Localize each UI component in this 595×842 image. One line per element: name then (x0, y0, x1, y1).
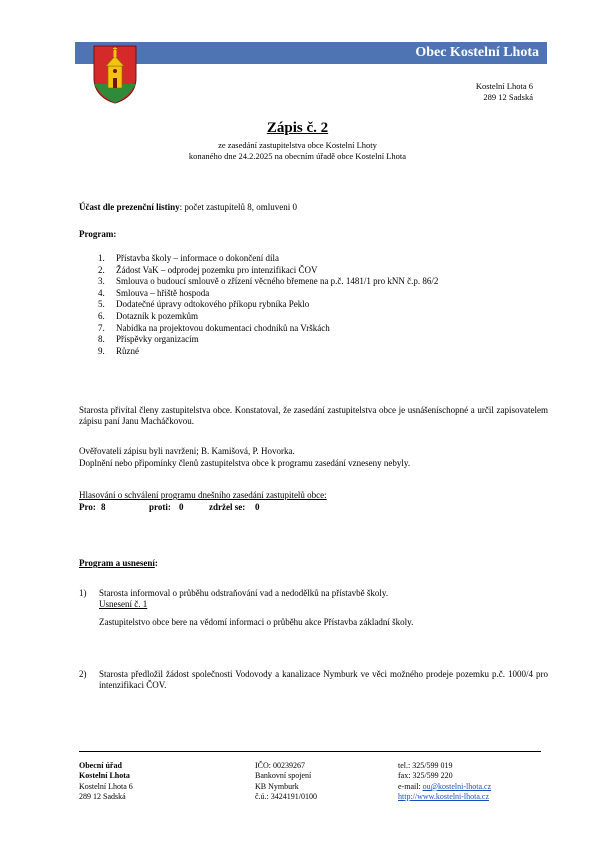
agenda-item: 8. Příspěvky organizacím (98, 334, 199, 345)
agenda-item-text: Různé (116, 345, 139, 356)
document-title: Zápis č. 2 (266, 120, 329, 136)
vote-against-label: proti: (149, 502, 171, 512)
footer-contact (398, 761, 491, 803)
vote-pro-label: Pro: (79, 502, 96, 512)
resolution-item (79, 669, 548, 692)
resolution-label: Usnesení č. 1 (99, 599, 148, 610)
resolution-text: Zastupitelstvo obce bere na vědomí informaci o průběhu akce Přístavba základní školy. (99, 616, 414, 627)
amendments-paragraph: Doplnění nebo připomínky členů zastupitelstva obce k programu zasedání vzneseny nebyly. (79, 458, 411, 468)
program-resolutions-colon: : (154, 558, 158, 568)
agenda-item-text: Nabídka na projektovou dokumentaci chodníků na Vrškách (116, 322, 330, 333)
vote-abstain-label: zdržel se: (209, 502, 246, 512)
agenda-item-text: Příspěvky organizacím (116, 334, 199, 345)
vote-heading: Hlasování o schválení programu dnešního zasedání zastupitelů obce: (79, 490, 327, 500)
item-text: Starosta informoval o průběhu odstraňování vad a nedodělků na přístavbě školy. (99, 588, 389, 598)
agenda-item: 7. Nabídka na projektovou dokumentaci chodníků na Vrškách (98, 322, 330, 333)
attendance-label: Účast dle prezenční listiny (79, 202, 180, 212)
intro-paragraph: Starosta přivítal členy zastupitelstva obce. Konstatoval, že zasedání zastupitelstva obce je usnášeníschopné a určil zapisovatelem zápisu paní Janu Macháčkovou. (79, 405, 548, 427)
document-subtitle (0, 140, 595, 162)
footer-bank (255, 761, 317, 803)
header-banner (75, 42, 547, 64)
attendance (79, 202, 297, 213)
footer-office (79, 761, 133, 803)
agenda-list (98, 253, 438, 357)
subtitle-line: konaného dne 24.2.2025 na obecním úřadě obce Kostelní Lhota (188, 151, 407, 162)
footer-account: č.ú.: 3424191/0100 (255, 792, 317, 802)
resolution-item (79, 588, 548, 628)
footer-ico: IČO: 00239267 (255, 761, 305, 770)
item-text: Starosta předložil žádost společnosti Vodovody a kanalizace Nymburk ve věci možného prodeje pozemku p.č. 1000/4 pro intenzifikaci ČOV. (99, 669, 548, 691)
agenda-item-text: Přístavba školy – informace o dokončení díla (116, 253, 279, 263)
office-address (476, 81, 533, 104)
agenda-item: 4. Smlouva – hřiště hospoda (98, 287, 210, 298)
footer-office-village: Kostelní Lhota (79, 771, 130, 781)
agenda-item-text: Smlouva o budoucí smlouvě o zřízení věcného břemene na p.č. 1481/1 pro kNN č.p. 86/2 (116, 276, 439, 287)
item-number: 1) (79, 588, 87, 598)
footer-office-zip: 289 12 Sadská (79, 792, 126, 802)
agenda-item-text: Dotazník k pozemkům (116, 310, 198, 321)
website-link[interactable]: http://www.kostelni-lhota.cz (398, 792, 490, 802)
vote-abstain-value: 0 (255, 502, 260, 512)
coat-of-arms-icon (92, 44, 138, 104)
footer-email-row (398, 782, 491, 792)
item-number: 2) (79, 669, 87, 679)
municipality-name: Obec Kostelní Lhota (415, 45, 539, 60)
footer-bank-name: KB Nymburk (255, 781, 299, 791)
program-resolutions-title: Program a usnesení (79, 558, 155, 568)
program-heading: Program: (79, 229, 117, 239)
footer-office-street: Kostelní Lhota 6 (79, 781, 133, 791)
subtitle-line: ze zasedání zastupitelstva obce Kostelní Lhoty (218, 140, 377, 150)
address-line: 289 12 Sadská (483, 92, 533, 103)
footer-email-label: e-mail: (398, 781, 421, 791)
verifiers-paragraph: Ověřovateli zápisu byli navrženi; B. Kamišová, P. Hovorka. (79, 446, 295, 456)
agenda-item: 6. Dotazník k pozemkům (98, 310, 198, 321)
footer-office-name: Obecní úřad (79, 761, 122, 770)
program-resolutions-heading (79, 558, 158, 569)
email-link[interactable]: ou@kostelni-lhota.cz (422, 781, 492, 791)
vote-results (79, 502, 260, 513)
vote-against-value: 0 (179, 502, 184, 512)
footer-bank-label: Bankovní spojení (255, 771, 312, 781)
footer-fax: fax: 325/599 220 (398, 771, 453, 781)
agenda-item: 5. Dodatečné úpravy odtokového příkopu rybníka Peklo (98, 299, 310, 310)
agenda-item-text: Žádost VaK – odprodej pozemku pro intenzifikaci ČOV (116, 264, 318, 275)
agenda-item-text: Smlouva – hřiště hospoda (116, 287, 210, 298)
vote-pro-value: 8 (101, 502, 106, 512)
footer-phone: tel.: 325/599 019 (398, 761, 453, 770)
address-line: Kostelní Lhota 6 (475, 81, 533, 91)
agenda-item: 3. Smlouva o budoucí smlouvě o zřízení věcného břemene na p.č. 1481/1 pro kNN č.p. 86/2 (98, 276, 439, 287)
footer-divider (79, 751, 541, 752)
attendance-text: : počet zastupitelů 8, omluveni 0 (179, 202, 298, 212)
agenda-item: 1. Přístavba školy – informace o dokončení díla (98, 253, 279, 263)
agenda-item: 9. Různé (98, 345, 139, 356)
agenda-item-text: Dodatečné úpravy odtokového příkopu rybníka Peklo (116, 299, 310, 310)
agenda-item: 2. Žádost VaK – odprodej pozemku pro intenzifikaci ČOV (98, 264, 318, 275)
